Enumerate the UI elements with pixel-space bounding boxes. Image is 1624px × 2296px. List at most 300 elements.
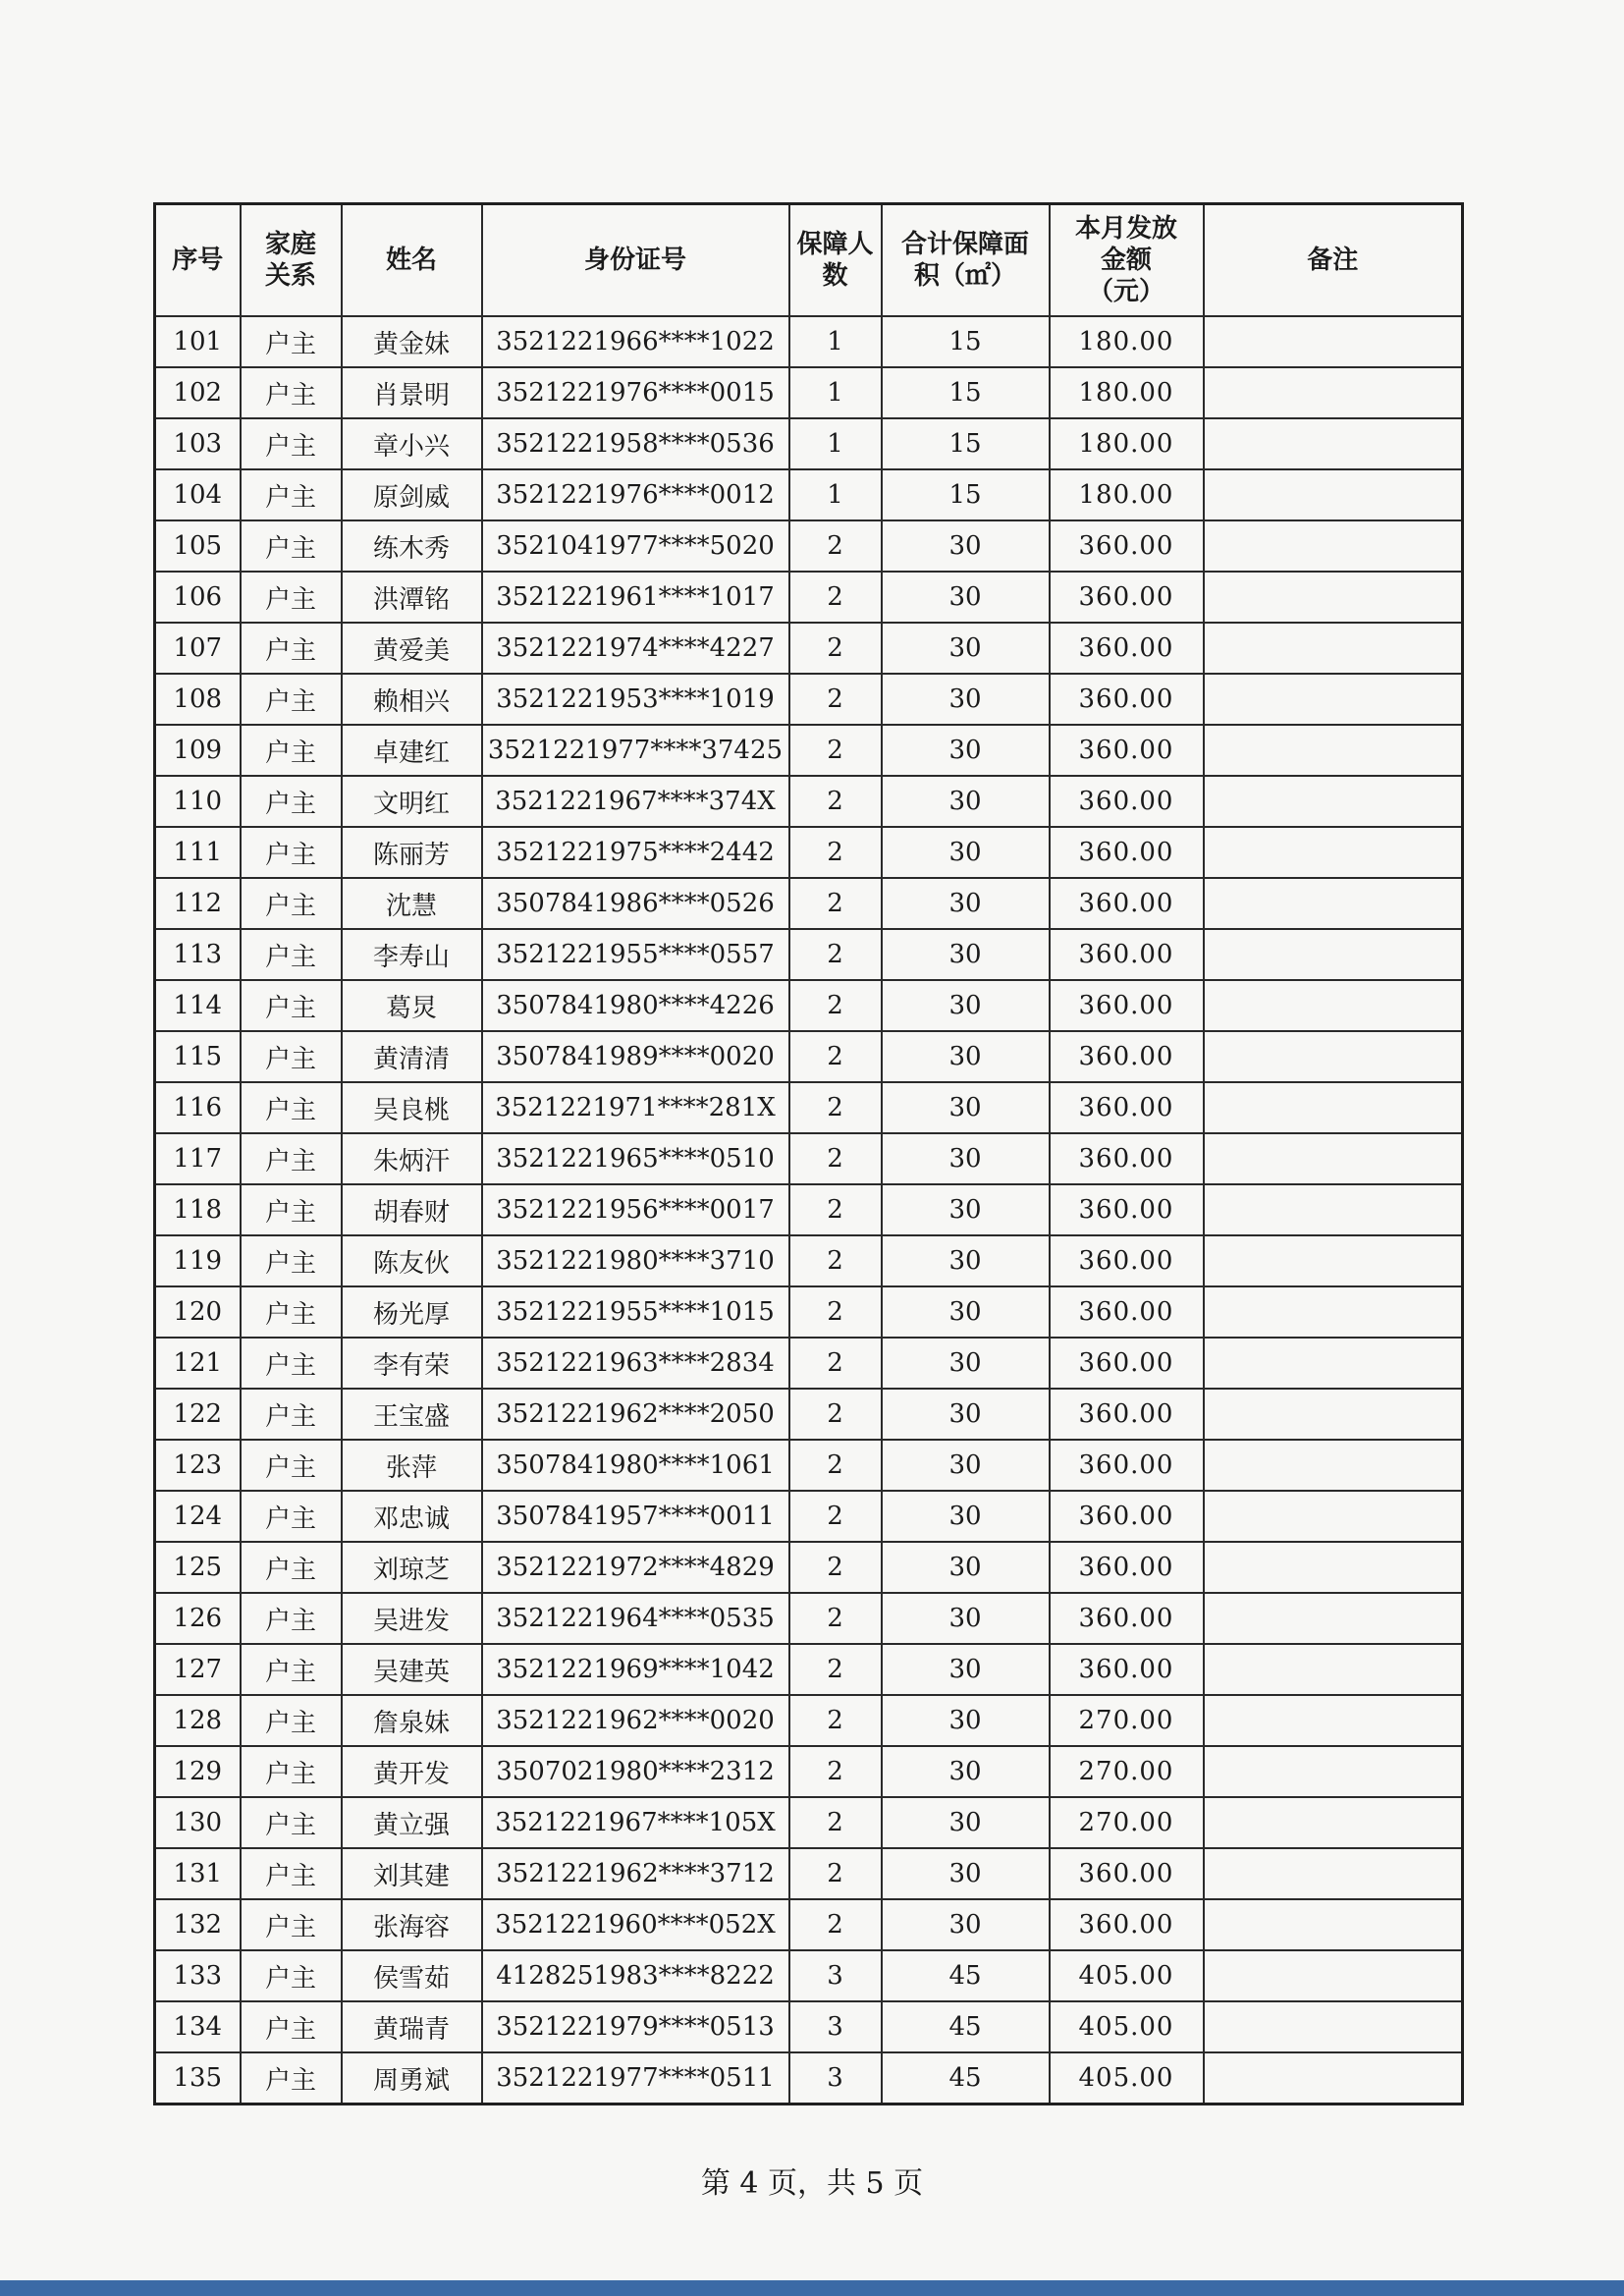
table-row: [155, 776, 1463, 827]
cell-persons: 2: [789, 674, 882, 725]
cell-name: 练木秀: [342, 520, 482, 572]
table-row: [155, 1950, 1463, 2001]
cell-persons: 2: [789, 1746, 882, 1797]
cell-persons: 2: [789, 1899, 882, 1950]
cell-name: 原剑威: [342, 469, 482, 520]
cell-id-number: 3507021980****2312: [482, 1746, 789, 1797]
cell-remark: [1204, 1491, 1463, 1542]
cell-name: 章小兴: [342, 418, 482, 469]
cell-remark: [1204, 1644, 1463, 1695]
cell-area: 30: [882, 1286, 1050, 1338]
header-row: [155, 204, 1463, 317]
cell-remark: [1204, 1184, 1463, 1235]
cell-persons: 2: [789, 1338, 882, 1389]
cell-seq: 117: [155, 1133, 241, 1184]
cell-id-number: 3521221964****0535: [482, 1593, 789, 1644]
cell-area: 30: [882, 1848, 1050, 1899]
cell-name: 赖相兴: [342, 674, 482, 725]
cell-remark: [1204, 367, 1463, 418]
cell-area: 15: [882, 418, 1050, 469]
scan-edge-strip: [0, 2280, 1624, 2296]
table-row: [155, 1440, 1463, 1491]
cell-amount: 360.00: [1050, 623, 1204, 674]
cell-amount: 180.00: [1050, 316, 1204, 367]
cell-name: 陈友伙: [342, 1235, 482, 1286]
cell-remark: [1204, 1848, 1463, 1899]
cell-relation: 户主: [241, 1797, 342, 1848]
table-row: [155, 2001, 1463, 2052]
cell-seq: 105: [155, 520, 241, 572]
cell-name: 朱炳汗: [342, 1133, 482, 1184]
table-row: [155, 1848, 1463, 1899]
cell-persons: 2: [789, 725, 882, 776]
table-row: [155, 1082, 1463, 1133]
cell-relation: 户主: [241, 572, 342, 623]
cell-amount: 360.00: [1050, 1235, 1204, 1286]
cell-relation: 户主: [241, 316, 342, 367]
cell-seq: 104: [155, 469, 241, 520]
cell-remark: [1204, 469, 1463, 520]
cell-persons: 2: [789, 1286, 882, 1338]
cell-amount: 360.00: [1050, 776, 1204, 827]
cell-name: 刘琼芝: [342, 1542, 482, 1593]
table-row: [155, 1491, 1463, 1542]
cell-persons: 3: [789, 2001, 882, 2052]
cell-relation: 户主: [241, 1184, 342, 1235]
cell-remark: [1204, 520, 1463, 572]
cell-relation: 户主: [241, 1286, 342, 1338]
header-remark: 备注: [1204, 204, 1463, 317]
cell-remark: [1204, 878, 1463, 929]
cell-area: 45: [882, 2001, 1050, 2052]
cell-seq: 110: [155, 776, 241, 827]
cell-amount: 180.00: [1050, 418, 1204, 469]
cell-seq: 131: [155, 1848, 241, 1899]
cell-seq: 102: [155, 367, 241, 418]
cell-remark: [1204, 1133, 1463, 1184]
cell-remark: [1204, 1695, 1463, 1746]
cell-amount: 360.00: [1050, 674, 1204, 725]
cell-amount: 405.00: [1050, 2052, 1204, 2105]
cell-persons: 3: [789, 1950, 882, 2001]
cell-area: 30: [882, 1695, 1050, 1746]
cell-relation: 户主: [241, 1440, 342, 1491]
cell-id-number: 3521221961****1017: [482, 572, 789, 623]
cell-name: 洪潭铭: [342, 572, 482, 623]
table-row: [155, 623, 1463, 674]
header-amount: 本月发放金额（元）: [1050, 204, 1204, 317]
cell-name: 杨光厚: [342, 1286, 482, 1338]
header-seq: 序号: [155, 204, 241, 317]
cell-area: 30: [882, 520, 1050, 572]
header-name: 姓名: [342, 204, 482, 317]
cell-id-number: 3507841957****0011: [482, 1491, 789, 1542]
cell-persons: 2: [789, 1848, 882, 1899]
table-row: [155, 1593, 1463, 1644]
cell-seq: 108: [155, 674, 241, 725]
cell-seq: 114: [155, 980, 241, 1031]
cell-area: 30: [882, 572, 1050, 623]
cell-id-number: 3521041977****5020: [482, 520, 789, 572]
cell-seq: 128: [155, 1695, 241, 1746]
header-relation: 家庭关系: [241, 204, 342, 317]
cell-remark: [1204, 725, 1463, 776]
cell-relation: 户主: [241, 674, 342, 725]
table-row: [155, 878, 1463, 929]
cell-relation: 户主: [241, 1695, 342, 1746]
cell-name: 周勇斌: [342, 2052, 482, 2105]
cell-amount: 360.00: [1050, 1491, 1204, 1542]
cell-seq: 107: [155, 623, 241, 674]
cell-name: 黄爱美: [342, 623, 482, 674]
cell-seq: 123: [155, 1440, 241, 1491]
cell-remark: [1204, 1031, 1463, 1082]
cell-persons: 2: [789, 572, 882, 623]
cell-seq: 126: [155, 1593, 241, 1644]
cell-id-number: 3521221956****0017: [482, 1184, 789, 1235]
table-row: [155, 827, 1463, 878]
cell-id-number: 3521221974****4227: [482, 623, 789, 674]
table-row: [155, 572, 1463, 623]
cell-area: 30: [882, 1082, 1050, 1133]
cell-remark: [1204, 1338, 1463, 1389]
cell-amount: 360.00: [1050, 1184, 1204, 1235]
cell-name: 文明红: [342, 776, 482, 827]
table-body: [155, 316, 1463, 2105]
cell-area: 30: [882, 1338, 1050, 1389]
cell-id-number: 3521221977****0511: [482, 2052, 789, 2105]
cell-persons: 2: [789, 1695, 882, 1746]
cell-relation: 户主: [241, 520, 342, 572]
cell-amount: 405.00: [1050, 2001, 1204, 2052]
cell-seq: 103: [155, 418, 241, 469]
cell-id-number: 3521221963****2834: [482, 1338, 789, 1389]
cell-amount: 360.00: [1050, 1031, 1204, 1082]
cell-relation: 户主: [241, 1491, 342, 1542]
cell-relation: 户主: [241, 1848, 342, 1899]
cell-area: 30: [882, 1644, 1050, 1695]
table-row: [155, 674, 1463, 725]
cell-amount: 360.00: [1050, 572, 1204, 623]
cell-area: 30: [882, 1440, 1050, 1491]
table-row: [155, 1133, 1463, 1184]
table-row: [155, 980, 1463, 1031]
cell-persons: 1: [789, 469, 882, 520]
cell-id-number: 3521221953****1019: [482, 674, 789, 725]
cell-name: 黄开发: [342, 1746, 482, 1797]
table-row: [155, 1542, 1463, 1593]
cell-amount: 270.00: [1050, 1695, 1204, 1746]
cell-persons: 2: [789, 1644, 882, 1695]
cell-persons: 2: [789, 1491, 882, 1542]
cell-relation: 户主: [241, 776, 342, 827]
cell-area: 30: [882, 1389, 1050, 1440]
cell-id-number: 4128251983****8222: [482, 1950, 789, 2001]
table-row: [155, 1797, 1463, 1848]
cell-persons: 1: [789, 418, 882, 469]
cell-relation: 户主: [241, 929, 342, 980]
cell-persons: 1: [789, 367, 882, 418]
cell-amount: 360.00: [1050, 1848, 1204, 1899]
cell-persons: 2: [789, 827, 882, 878]
cell-remark: [1204, 1899, 1463, 1950]
cell-name: 张海容: [342, 1899, 482, 1950]
cell-remark: [1204, 623, 1463, 674]
cell-relation: 户主: [241, 469, 342, 520]
cell-amount: 180.00: [1050, 469, 1204, 520]
cell-id-number: 3521221965****0510: [482, 1133, 789, 1184]
cell-remark: [1204, 827, 1463, 878]
cell-persons: 2: [789, 1235, 882, 1286]
cell-area: 45: [882, 1950, 1050, 2001]
cell-id-number: 3521221977****37425: [482, 725, 789, 776]
cell-amount: 360.00: [1050, 1082, 1204, 1133]
table-row: [155, 1746, 1463, 1797]
cell-id-number: 3521221969****1042: [482, 1644, 789, 1695]
cell-seq: 115: [155, 1031, 241, 1082]
cell-remark: [1204, 418, 1463, 469]
cell-remark: [1204, 2001, 1463, 2052]
cell-seq: 121: [155, 1338, 241, 1389]
cell-persons: 2: [789, 1797, 882, 1848]
cell-id-number: 3521221955****0557: [482, 929, 789, 980]
table-row: [155, 1286, 1463, 1338]
cell-seq: 119: [155, 1235, 241, 1286]
header-persons: 保障人数: [789, 204, 882, 317]
cell-id-number: 3507841989****0020: [482, 1031, 789, 1082]
cell-persons: 2: [789, 520, 882, 572]
cell-persons: 2: [789, 1389, 882, 1440]
cell-persons: 2: [789, 776, 882, 827]
cell-remark: [1204, 572, 1463, 623]
cell-relation: 户主: [241, 1133, 342, 1184]
cell-area: 15: [882, 469, 1050, 520]
cell-remark: [1204, 674, 1463, 725]
cell-id-number: 3507841980****4226: [482, 980, 789, 1031]
cell-area: 30: [882, 980, 1050, 1031]
table-row: [155, 316, 1463, 367]
cell-remark: [1204, 929, 1463, 980]
cell-name: 王宝盛: [342, 1389, 482, 1440]
cell-id-number: 3507841986****0526: [482, 878, 789, 929]
cell-relation: 户主: [241, 1031, 342, 1082]
cell-relation: 户主: [241, 1082, 342, 1133]
table-row: [155, 469, 1463, 520]
cell-remark: [1204, 1286, 1463, 1338]
cell-amount: 360.00: [1050, 1644, 1204, 1695]
cell-id-number: 3521221976****0012: [482, 469, 789, 520]
cell-seq: 116: [155, 1082, 241, 1133]
cell-area: 30: [882, 1491, 1050, 1542]
cell-seq: 129: [155, 1746, 241, 1797]
cell-relation: 户主: [241, 1899, 342, 1950]
table-row: [155, 2052, 1463, 2105]
cell-name: 吴良桃: [342, 1082, 482, 1133]
cell-remark: [1204, 2052, 1463, 2105]
cell-persons: 2: [789, 1440, 882, 1491]
cell-persons: 2: [789, 929, 882, 980]
cell-name: 张萍: [342, 1440, 482, 1491]
cell-seq: 127: [155, 1644, 241, 1695]
cell-relation: 户主: [241, 2001, 342, 2052]
cell-name: 邓忠诚: [342, 1491, 482, 1542]
cell-name: 吴进发: [342, 1593, 482, 1644]
cell-relation: 户主: [241, 1593, 342, 1644]
cell-amount: 360.00: [1050, 1593, 1204, 1644]
table-row: [155, 725, 1463, 776]
cell-name: 胡春财: [342, 1184, 482, 1235]
cell-seq: 120: [155, 1286, 241, 1338]
cell-remark: [1204, 1593, 1463, 1644]
cell-id-number: 3521221958****0536: [482, 418, 789, 469]
cell-area: 30: [882, 1593, 1050, 1644]
cell-relation: 户主: [241, 827, 342, 878]
table-row: [155, 418, 1463, 469]
cell-seq: 124: [155, 1491, 241, 1542]
cell-name: 沈慧: [342, 878, 482, 929]
cell-relation: 户主: [241, 2052, 342, 2105]
cell-area: 30: [882, 929, 1050, 980]
cell-persons: 1: [789, 316, 882, 367]
cell-area: 30: [882, 623, 1050, 674]
cell-persons: 2: [789, 1082, 882, 1133]
cell-id-number: 3521221979****0513: [482, 2001, 789, 2052]
cell-persons: 2: [789, 980, 882, 1031]
cell-persons: 2: [789, 623, 882, 674]
cell-relation: 户主: [241, 623, 342, 674]
cell-name: 葛炅: [342, 980, 482, 1031]
table-row: [155, 1644, 1463, 1695]
cell-relation: 户主: [241, 725, 342, 776]
cell-relation: 户主: [241, 878, 342, 929]
cell-amount: 360.00: [1050, 827, 1204, 878]
cell-id-number: 3521221962****0020: [482, 1695, 789, 1746]
cell-remark: [1204, 1797, 1463, 1848]
cell-amount: 360.00: [1050, 1542, 1204, 1593]
cell-seq: 134: [155, 2001, 241, 2052]
cell-area: 30: [882, 725, 1050, 776]
cell-area: 15: [882, 316, 1050, 367]
cell-amount: 270.00: [1050, 1797, 1204, 1848]
cell-persons: 2: [789, 878, 882, 929]
cell-area: 30: [882, 1184, 1050, 1235]
cell-seq: 130: [155, 1797, 241, 1848]
cell-area: 45: [882, 2052, 1050, 2105]
cell-remark: [1204, 776, 1463, 827]
cell-name: 李寿山: [342, 929, 482, 980]
cell-name: 侯雪茹: [342, 1950, 482, 2001]
cell-id-number: 3521221980****3710: [482, 1235, 789, 1286]
cell-persons: 3: [789, 2052, 882, 2105]
cell-id-number: 3521221962****2050: [482, 1389, 789, 1440]
cell-id-number: 3521221976****0015: [482, 367, 789, 418]
cell-name: 黄清清: [342, 1031, 482, 1082]
table-row: [155, 1695, 1463, 1746]
cell-id-number: 3507841980****1061: [482, 1440, 789, 1491]
cell-relation: 户主: [241, 1950, 342, 2001]
cell-id-number: 3521221966****1022: [482, 316, 789, 367]
cell-persons: 2: [789, 1031, 882, 1082]
cell-name: 吴建英: [342, 1644, 482, 1695]
cell-amount: 180.00: [1050, 367, 1204, 418]
cell-remark: [1204, 1235, 1463, 1286]
cell-area: 15: [882, 367, 1050, 418]
cell-amount: 360.00: [1050, 1286, 1204, 1338]
cell-persons: 2: [789, 1542, 882, 1593]
cell-area: 30: [882, 1235, 1050, 1286]
cell-area: 30: [882, 1542, 1050, 1593]
cell-remark: [1204, 1950, 1463, 2001]
cell-remark: [1204, 980, 1463, 1031]
cell-name: 肖景明: [342, 367, 482, 418]
cell-remark: [1204, 1082, 1463, 1133]
cell-area: 30: [882, 827, 1050, 878]
cell-seq: 101: [155, 316, 241, 367]
cell-area: 30: [882, 1797, 1050, 1848]
cell-id-number: 3521221962****3712: [482, 1848, 789, 1899]
table-row: [155, 1184, 1463, 1235]
cell-area: 30: [882, 1133, 1050, 1184]
cell-name: 刘其建: [342, 1848, 482, 1899]
payment-table: [153, 202, 1464, 2105]
cell-amount: 360.00: [1050, 980, 1204, 1031]
cell-relation: 户主: [241, 980, 342, 1031]
cell-relation: 户主: [241, 1389, 342, 1440]
cell-id-number: 3521221972****4829: [482, 1542, 789, 1593]
page-number: 第 4 页，共 5 页: [700, 2166, 924, 2201]
cell-relation: 户主: [241, 418, 342, 469]
cell-name: 黄金妹: [342, 316, 482, 367]
cell-remark: [1204, 1389, 1463, 1440]
cell-amount: 360.00: [1050, 520, 1204, 572]
cell-amount: 360.00: [1050, 1338, 1204, 1389]
cell-seq: 118: [155, 1184, 241, 1235]
header-area: 合计保障面积（㎡）: [882, 204, 1050, 317]
cell-amount: 360.00: [1050, 1899, 1204, 1950]
cell-seq: 111: [155, 827, 241, 878]
cell-area: 30: [882, 776, 1050, 827]
cell-area: 30: [882, 878, 1050, 929]
cell-amount: 360.00: [1050, 878, 1204, 929]
cell-amount: 360.00: [1050, 1440, 1204, 1491]
table-row: [155, 520, 1463, 572]
cell-name: 李有荣: [342, 1338, 482, 1389]
cell-relation: 户主: [241, 367, 342, 418]
cell-persons: 2: [789, 1593, 882, 1644]
cell-remark: [1204, 316, 1463, 367]
table-row: [155, 1389, 1463, 1440]
table-row: [155, 1899, 1463, 1950]
cell-relation: 户主: [241, 1644, 342, 1695]
cell-seq: 133: [155, 1950, 241, 2001]
table-row: [155, 1338, 1463, 1389]
cell-seq: 113: [155, 929, 241, 980]
header-id-number: 身份证号: [482, 204, 789, 317]
cell-name: 陈丽芳: [342, 827, 482, 878]
cell-seq: 122: [155, 1389, 241, 1440]
cell-seq: 125: [155, 1542, 241, 1593]
cell-persons: 2: [789, 1184, 882, 1235]
cell-seq: 112: [155, 878, 241, 929]
cell-relation: 户主: [241, 1746, 342, 1797]
cell-id-number: 3521221975****2442: [482, 827, 789, 878]
cell-amount: 360.00: [1050, 1389, 1204, 1440]
cell-relation: 户主: [241, 1338, 342, 1389]
cell-name: 卓建红: [342, 725, 482, 776]
cell-amount: 360.00: [1050, 1133, 1204, 1184]
cell-name: 黄立强: [342, 1797, 482, 1848]
cell-id-number: 3521221967****105X: [482, 1797, 789, 1848]
